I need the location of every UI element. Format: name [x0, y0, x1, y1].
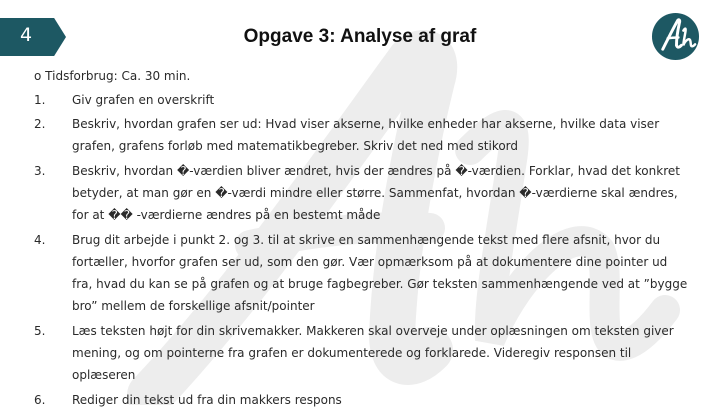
slide-number: 4: [20, 24, 33, 46]
task-item: [34, 113, 690, 157]
task-text: Beskriv, hvordan �-værdien bliver ændret, hvis der ændres på �-værdien. Forklar, hvad det konkret betyder, at man gør en �-værdi mindre eller større. Sammenfat, hvordan �-værdierne skal ændres, for at �� -værdierne ændres på en bestemt måde: [72, 164, 680, 222]
task-number: 1.: [34, 93, 46, 107]
task-number: 3.: [34, 164, 46, 178]
ah-logo: [651, 12, 700, 61]
bullet-marker: o: [34, 69, 42, 83]
task-item: [34, 160, 690, 226]
task-text: Rediger din tekst ud fra din makkers respons: [72, 393, 342, 407]
task-item: [34, 389, 690, 411]
task-number: 6.: [34, 393, 46, 407]
task-list: [34, 89, 690, 411]
task-number: 5.: [34, 324, 46, 338]
task-item: [34, 229, 690, 317]
task-number: 4.: [34, 233, 46, 247]
task-number: 2.: [34, 117, 46, 131]
task-item: [34, 320, 690, 386]
time-estimate-text: Tidsforbrug: Ca. 30 min.: [45, 69, 191, 83]
slide-title: Opgave 3: Analyse af graf: [243, 26, 477, 47]
task-text: Beskriv, hvordan grafen ser ud: Hvad viser akserne, hvilke enheder har akserne, hvilke data viser grafen, grafens forløb med matematikbegreber. Skriv det ned med stikord: [72, 117, 660, 153]
task-text: Giv grafen en overskrift: [72, 93, 215, 107]
time-estimate: [34, 67, 190, 85]
task-text: Læs teksten højt for din skrivemakker. Makkeren skal overveje under oplæsningen om teksten giver mening, og om pointerne fra grafen er dokumenterede og forklarede. Videregiv responsen til oplæseren: [72, 324, 674, 382]
task-text: Brug dit arbejde i punkt 2. og 3. til at skrive en sammenhængende tekst med flere afsnit, hvor du fortæller, hvorfor grafen ser ud, som den gør. Vær opmærksom på at dokumentere dine pointer ud fra, hvad du kan se på grafen og at bruge fagbegreber. Gør teksten sammenhængende ved at ”bygge bro” mellem de forskellige afsnit/pointer: [72, 233, 688, 313]
slide-number-badge: [0, 18, 66, 56]
task-item: [34, 89, 690, 111]
